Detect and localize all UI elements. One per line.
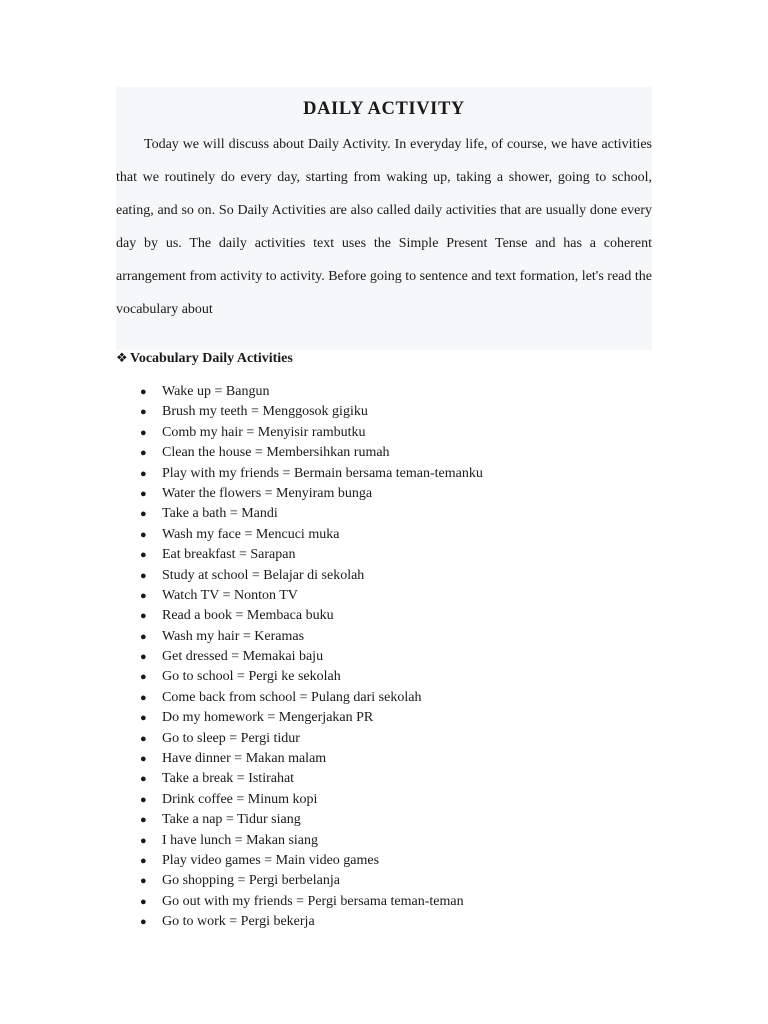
bullet-icon: ● xyxy=(140,875,147,888)
list-item-text: Take a nap = Tidur siang xyxy=(162,812,301,828)
bullet-icon: ● xyxy=(140,671,147,684)
list-item-text: Brush my teeth = Menggosok gigiku xyxy=(162,404,368,420)
list-item-text: Read a book = Membaca buku xyxy=(162,608,334,624)
bullet-icon: ● xyxy=(140,916,147,929)
bullet-icon: ● xyxy=(140,834,147,847)
bullet-icon: ● xyxy=(140,712,147,725)
list-item-text: Take a break = Istirahat xyxy=(162,771,295,787)
list-item-text: Wash my hair = Keramas xyxy=(162,628,305,644)
diamond-bullet-icon: ❖ xyxy=(116,350,128,365)
list-item xyxy=(137,892,483,912)
intro-box xyxy=(116,87,652,350)
list-item-text: Play video games = Main video games xyxy=(162,852,380,868)
list-item-text: Play with my friends = Bermain bersama teman-temanku xyxy=(162,465,483,481)
list-item xyxy=(137,586,483,606)
bullet-icon: ● xyxy=(140,528,147,541)
list-item xyxy=(137,708,483,728)
list-item xyxy=(137,443,483,463)
list-item xyxy=(137,749,483,769)
list-item-text: Comb my hair = Menyisir rambutku xyxy=(162,424,366,440)
list-item-text: I have lunch = Makan siang xyxy=(162,832,319,848)
bullet-icon: ● xyxy=(140,854,147,867)
list-item xyxy=(137,464,483,484)
list-item xyxy=(137,566,483,586)
list-item xyxy=(137,790,483,810)
vocabulary-section-heading xyxy=(116,348,293,369)
list-item-text: Go to work = Pergi bekerja xyxy=(162,914,315,930)
list-item-text: Wash my face = Mencuci muka xyxy=(162,526,340,542)
list-item xyxy=(137,810,483,830)
bullet-icon: ● xyxy=(140,487,147,500)
list-item xyxy=(137,912,483,932)
list-item-text: Go out with my friends = Pergi bersama teman-teman xyxy=(162,893,464,909)
list-item xyxy=(137,871,483,891)
list-item-text: Study at school = Belajar di sekolah xyxy=(162,567,365,583)
list-item xyxy=(137,484,483,504)
bullet-icon: ● xyxy=(140,895,147,908)
bullet-icon: ● xyxy=(140,610,147,623)
list-item xyxy=(137,382,483,402)
document-title: DAILY ACTIVITY xyxy=(303,99,465,119)
list-item xyxy=(137,423,483,443)
list-item-text: Go to school = Pergi ke sekolah xyxy=(162,669,341,685)
bullet-icon: ● xyxy=(140,386,147,398)
list-item xyxy=(137,545,483,565)
bullet-icon: ● xyxy=(140,467,147,480)
vocabulary-list xyxy=(137,382,483,933)
list-item-text: Take a bath = Mandi xyxy=(162,506,278,522)
list-item xyxy=(137,688,483,708)
list-item-text: Wake up = Bangun xyxy=(162,384,270,399)
list-item-text: Watch TV = Nonton TV xyxy=(162,587,298,603)
list-item xyxy=(137,606,483,626)
list-item xyxy=(137,647,483,667)
list-item-text: Water the flowers = Menyiram bunga xyxy=(162,485,373,501)
list-item-text: Come back from school = Pulang dari sekolah xyxy=(162,689,422,705)
list-item-text: Clean the house = Membersihkan rumah xyxy=(162,445,390,461)
intro-paragraph: Today we will discuss about Daily Activity. In everyday life, of course, we have activities that we routinely do every day, starting from waking up, taking a shower, going to school, eating, and so on. So Daily Activities are also called daily activities that are usually done every day by us. The daily activities text uses the Simple Present Tense and has a coherent arrangement from activity to activity. Before going to sentence and text formation, let's read the vocabulary about xyxy=(116,137,652,317)
list-item xyxy=(137,667,483,687)
bullet-icon: ● xyxy=(140,793,147,806)
list-item-text: Eat breakfast = Sarapan xyxy=(162,547,296,563)
list-item-text: Get dressed = Memakai baju xyxy=(162,649,324,665)
list-item xyxy=(137,402,483,422)
list-item xyxy=(137,729,483,749)
bullet-icon: ● xyxy=(140,549,147,562)
list-item-text: Have dinner = Makan malam xyxy=(162,751,327,767)
list-item xyxy=(137,525,483,545)
bullet-icon: ● xyxy=(140,406,147,419)
bullet-icon: ● xyxy=(140,569,147,582)
list-item-text: Drink coffee = Minum kopi xyxy=(162,791,318,807)
list-item xyxy=(137,504,483,524)
bullet-icon: ● xyxy=(140,814,147,827)
bullet-icon: ● xyxy=(140,589,147,602)
list-item xyxy=(137,851,483,871)
bullet-icon: ● xyxy=(140,651,147,664)
section-heading-label: Vocabulary Daily Activities xyxy=(130,351,293,366)
list-item xyxy=(137,627,483,647)
list-item-text: Do my homework = Mengerjakan PR xyxy=(162,710,374,726)
bullet-icon: ● xyxy=(140,426,147,439)
bullet-icon: ● xyxy=(140,447,147,460)
list-item-text: Go to sleep = Pergi tidur xyxy=(162,730,300,746)
list-item xyxy=(137,769,483,789)
list-item xyxy=(137,831,483,851)
bullet-icon: ● xyxy=(140,753,147,766)
bullet-icon: ● xyxy=(140,508,147,521)
list-item-text: Go shopping = Pergi berbelanja xyxy=(162,873,340,889)
bullet-icon: ● xyxy=(140,773,147,786)
bullet-icon: ● xyxy=(140,630,147,643)
bullet-icon: ● xyxy=(140,732,147,745)
bullet-icon: ● xyxy=(140,691,147,704)
